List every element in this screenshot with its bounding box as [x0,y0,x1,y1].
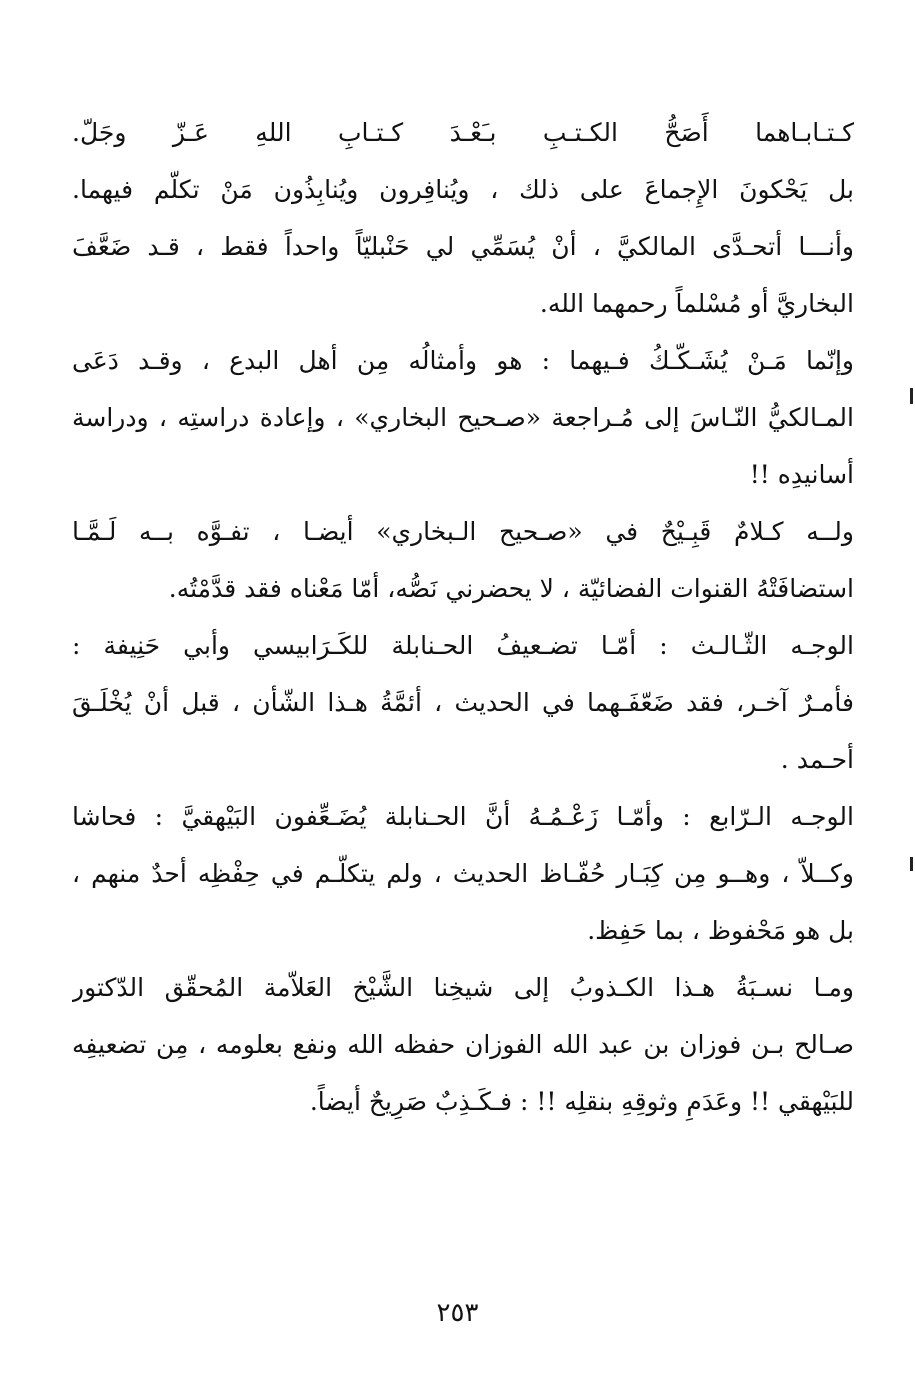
text-line: ولــه كـلامٌ قَبِـيْحٌ في «صـحيح الـبخاري» أيضـا ، تفـوَّه بــه لَـمَّـا [72,517,854,546]
text-line: الوجـه الـرّابع : وأمّـا زَعْـمُـهُ أنَّ الحـنابلة يُضَـعِّفون البَيْهقيَّ : فحاشا [72,802,854,831]
text-line: بل هو مَحْفوظ ، بما حَفِظ. [587,916,854,945]
text-line: ومـا نسـبَةُ هـذا الكـذوبُ إلى شيخِنا الشَّيْخ العَلاّمة المُحقّق الدّكتور [72,973,854,1002]
scan-edge-mark [910,857,913,871]
page-number: ٢٥٣ [436,1298,479,1328]
text-line: وأنـــا أتحـدَّى المالكيَّ ، أنْ يُسَمِّي لي حَنْبليّاً واحداً فقط ، قـد ضَعَّفَ [72,232,854,261]
text-line: فأمـرٌ آخـر، فقد ضَعّفَـهما في الحديث ، أئمَّةُ هـذا الشّأن ، قبل أنْ يُخْلَـقَ [72,688,854,717]
text-line: المـالكيُّ النّـاسَ إلى مُـراجعة «صـحيح البخاري» ، وإعادة دراستِه ، ودراسة [72,403,854,432]
text-line: وإنّما مَـنْ يُشَـكّـكُ فـيهما : هو وأمثالُه مِن أهل البدع ، وقـد دَعَى [72,346,854,375]
body-text [72,104,854,1130]
text-line: استضافَتْهُ القنوات الفضائيّة ، لا يحضرني نَصُّه، أمّا مَعْناه فقد قدَّمْتُه. [168,574,854,603]
text-line: البخاريَّ أو مُسْلماً رحمهما الله. [539,289,854,318]
text-line: للبَيْهقي !! وعَدَمِ وثوقِهِ بنقلِه !! : فـكَـذِبٌ صَرِيحٌ أيضاً. [309,1087,854,1116]
text-line: بل يَحْكونَ الإِجماعَ على ذلك ، ويُنافِرون ويُنابِذُون مَنْ تكلّم فيهما. [72,175,854,204]
text-line: صـالح بـن فوزان بن عبد الله الفوزان حفظه الله ونفع بعلومه ، مِن تضعيفِه [72,1030,854,1059]
text-line: أسانيدِه !! [749,460,854,489]
text-line: كـتـابـاهما أَصَحُّ الكـتـبِ بـَعْـدَ كـتـابِ اللهِ عَـزّ وجَلّ. [72,118,854,147]
text-line: أحـمد . [780,745,854,774]
text-line: الوجـه الثّـالـث : أمّـا تضـعيفُ الحـنابلة للكَـرَابيسي وأبي حَنِيفة : [72,631,854,660]
text-line: وكــلاّ ، وهــو مِن كِبَـار حُفّـاظ الحديث ، ولم يتكلّـم في حِفْظِه أحدٌ منهم ، [72,859,854,888]
scan-edge-mark [910,388,913,404]
